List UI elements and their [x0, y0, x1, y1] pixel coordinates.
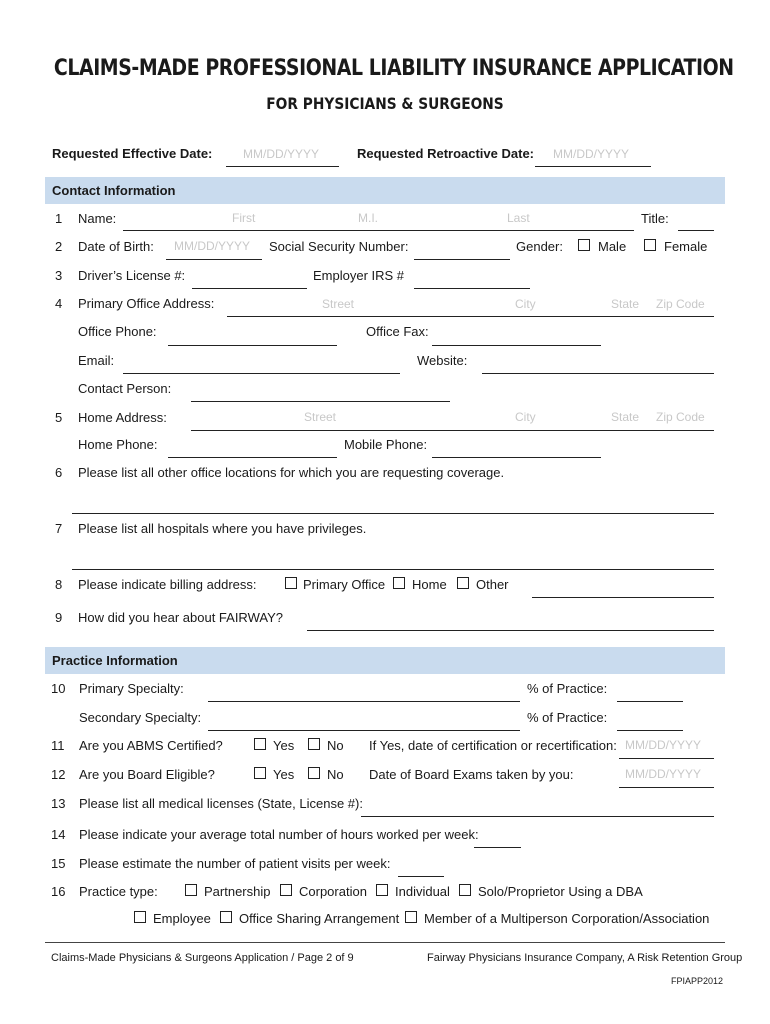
q6-number: 6 [55, 465, 63, 480]
office-fax-label: Office Fax: [366, 324, 429, 339]
q1-number: 1 [55, 211, 63, 226]
secondary-specialty-field[interactable] [208, 730, 520, 731]
board-no-checkbox[interactable] [308, 767, 320, 779]
irs-field[interactable] [414, 288, 530, 289]
contact-person-label: Contact Person: [78, 381, 172, 396]
footer-divider [45, 942, 725, 943]
gender-label: Gender: [516, 239, 563, 254]
billing-other-label: Other [476, 577, 509, 592]
office-phone-label: Office Phone: [78, 324, 157, 339]
q9-number: 9 [55, 610, 63, 625]
q7-label: Please list all hospitals where you have privileges. [78, 521, 367, 536]
board-no-label: No [327, 767, 344, 782]
primary-pct-label: % of Practice: [527, 681, 608, 696]
visits-label: Please estimate the number of patient visits per week: [79, 856, 391, 871]
q2-number: 2 [55, 239, 63, 254]
abms-label: Are you ABMS Certified? [79, 738, 223, 753]
heard-about-field[interactable] [307, 630, 714, 631]
employee-checkbox[interactable] [134, 911, 146, 923]
q10-number: 10 [51, 681, 66, 696]
effective-date-placeholder: MM/DD/YYYY [243, 147, 320, 161]
certification-date-placeholder: MM/DD/YYYY [625, 738, 702, 752]
q9-label: How did you hear about FAIRWAY? [78, 610, 283, 625]
effective-date-field[interactable] [226, 166, 339, 167]
billing-home-checkbox[interactable] [393, 577, 405, 589]
female-label: Female [664, 239, 708, 254]
board-yes-checkbox[interactable] [254, 767, 266, 779]
male-label: Male [598, 239, 627, 254]
q5-number: 5 [55, 410, 63, 425]
page-subtitle: FOR PHYSICIANS & SURGEONS [266, 94, 504, 113]
hours-label: Please indicate your average total number of hours worked per week: [79, 827, 479, 842]
office-city-placeholder: City [515, 297, 536, 311]
q11-number: 11 [51, 738, 65, 753]
contact-section-header [45, 177, 725, 204]
abms-yes-checkbox[interactable] [254, 738, 266, 750]
effective-date-label: Requested Effective Date: [52, 146, 213, 161]
primary-specialty-label: Primary Specialty: [79, 681, 184, 696]
q6-label: Please list all other office locations for which you are requesting coverage. [78, 465, 505, 480]
website-field[interactable] [482, 373, 714, 374]
multiperson-checkbox[interactable] [405, 911, 417, 923]
retro-date-label: Requested Retroactive Date: [357, 146, 534, 161]
q15-number: 15 [51, 856, 66, 871]
hospitals-field[interactable] [72, 569, 714, 570]
home-address-label: Home Address: [78, 410, 167, 425]
individual-checkbox[interactable] [376, 884, 388, 896]
practice-section-header [45, 647, 725, 674]
employee-label: Employee [153, 911, 211, 926]
drivers-license-field[interactable] [192, 288, 307, 289]
q13-number: 13 [51, 796, 66, 811]
office-street-placeholder: Street [322, 297, 355, 311]
mobile-phone-label: Mobile Phone: [344, 437, 428, 452]
practice-section-title: Practice Information [52, 653, 178, 668]
email-label: Email: [78, 353, 115, 368]
home-phone-field[interactable] [168, 457, 337, 458]
visits-field[interactable] [398, 876, 444, 877]
office-address-label: Primary Office Address: [78, 296, 215, 311]
certification-date-field[interactable] [619, 758, 714, 759]
individual-label: Individual [395, 884, 450, 899]
office-state-placeholder: State [611, 297, 640, 311]
title-field[interactable] [678, 230, 714, 231]
office-zip-placeholder: Zip Code [656, 297, 705, 311]
dob-placeholder: MM/DD/YYYY [174, 239, 251, 253]
retro-date-placeholder: MM/DD/YYYY [553, 147, 630, 161]
ssn-label: Social Security Number: [269, 239, 409, 254]
footer-form-code: FPIAPP2012 [671, 976, 724, 986]
billing-primary-label: Primary Office [303, 577, 386, 592]
licenses-label: Please list all medical licenses (State, License #): [79, 796, 363, 811]
mi-placeholder: M.I. [358, 211, 378, 225]
board-eligible-label: Are you Board Eligible? [79, 767, 215, 782]
q14-number: 14 [51, 827, 66, 842]
contact-section-title: Contact Information [52, 183, 176, 198]
office-address-field[interactable] [227, 316, 714, 317]
practice-type-label: Practice type: [79, 884, 158, 899]
solo-dba-label: Solo/Proprietor Using a DBA [478, 884, 643, 899]
q8-number: 8 [55, 577, 63, 592]
multiperson-label: Member of a Multiperson Corporation/Association [424, 911, 710, 926]
name-field[interactable] [123, 230, 634, 231]
contact-person-field[interactable] [191, 401, 450, 402]
q7-number: 7 [55, 521, 63, 536]
primary-pct-field[interactable] [617, 701, 683, 702]
partnership-label: Partnership [204, 884, 271, 899]
secondary-pct-label: % of Practice: [527, 710, 608, 725]
last-name-placeholder: Last [507, 211, 530, 225]
footer-page-info: Claims-Made Physicians & Surgeons Application / Page 2 of 9 [51, 952, 354, 964]
home-phone-label: Home Phone: [78, 437, 158, 452]
home-state-placeholder: State [611, 410, 640, 424]
website-label: Website: [417, 353, 468, 368]
footer-company: Fairway Physicians Insurance Company, A Risk Retention Group [427, 952, 743, 964]
home-address-field[interactable] [191, 430, 714, 431]
mobile-phone-field[interactable] [432, 457, 601, 458]
billing-other-field[interactable] [532, 597, 714, 598]
home-city-placeholder: City [515, 410, 536, 424]
page-title: CLAIMS-MADE PROFESSIONAL LIABILITY INSURANCE APPLICATION [53, 56, 734, 81]
solo-dba-checkbox[interactable] [459, 884, 471, 896]
billing-label: Please indicate billing address: [78, 577, 257, 592]
office-fax-field[interactable] [432, 345, 601, 346]
home-street-placeholder: Street [304, 410, 337, 424]
q16-number: 16 [51, 884, 66, 899]
other-offices-field[interactable] [72, 513, 714, 514]
dob-field[interactable] [166, 259, 262, 260]
secondary-pct-field[interactable] [617, 730, 683, 731]
corporation-checkbox[interactable] [280, 884, 292, 896]
drivers-license-label: Driver’s License #: [78, 268, 186, 283]
secondary-specialty-label: Secondary Specialty: [79, 710, 202, 725]
abms-yes-label: Yes [273, 738, 295, 753]
female-checkbox[interactable] [644, 239, 656, 251]
q4-number: 4 [55, 296, 63, 311]
ssn-field[interactable] [414, 259, 510, 260]
male-checkbox[interactable] [578, 239, 590, 251]
email-field[interactable] [123, 373, 400, 374]
partnership-checkbox[interactable] [185, 884, 197, 896]
abms-no-checkbox[interactable] [308, 738, 320, 750]
q12-number: 12 [51, 767, 66, 782]
board-exam-date-label: Date of Board Exams taken by you: [369, 767, 574, 782]
office-sharing-checkbox[interactable] [220, 911, 232, 923]
q1-name-label: Name: [78, 211, 117, 226]
abms-no-label: No [327, 738, 344, 753]
primary-specialty-field[interactable] [208, 701, 520, 702]
billing-home-label: Home [412, 577, 447, 592]
irs-label: Employer IRS # [313, 268, 405, 283]
billing-other-checkbox[interactable] [457, 577, 469, 589]
dob-label: Date of Birth: [78, 239, 154, 254]
q3-number: 3 [55, 268, 63, 283]
corporation-label: Corporation [299, 884, 367, 899]
home-zip-placeholder: Zip Code [656, 410, 705, 424]
billing-primary-checkbox[interactable] [285, 577, 297, 589]
office-sharing-label: Office Sharing Arrangement [239, 911, 400, 926]
board-exam-date-field[interactable] [619, 787, 714, 788]
title-label: Title: [641, 211, 669, 226]
board-exam-date-placeholder: MM/DD/YYYY [625, 767, 702, 781]
certification-date-label: If Yes, date of certification or recertification: [369, 738, 617, 753]
first-name-placeholder: First [232, 211, 256, 225]
licenses-field[interactable] [361, 816, 714, 817]
board-yes-label: Yes [273, 767, 295, 782]
office-phone-field[interactable] [168, 345, 337, 346]
retro-date-field[interactable] [535, 166, 651, 167]
hours-field[interactable] [474, 847, 521, 848]
